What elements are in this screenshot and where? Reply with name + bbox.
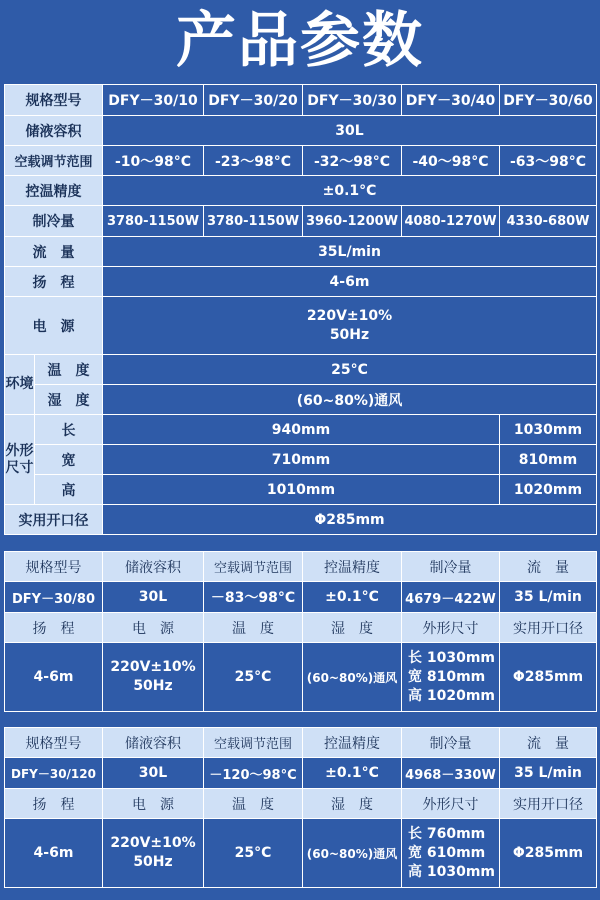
head-value: 4-6m	[5, 819, 103, 888]
dims-value	[402, 819, 500, 888]
cooling-cell: 3780-1150W	[204, 206, 303, 237]
humid-value: (60~80%)通风	[303, 643, 402, 712]
table-row	[5, 206, 597, 237]
spec-table-2	[4, 551, 597, 712]
temp-value: 25°C	[204, 643, 303, 712]
header-cell: 温 度	[204, 789, 303, 819]
temp-value: 25°C	[103, 355, 597, 385]
dim-height: 高 1030mm	[408, 863, 496, 880]
size-label-text: 外形尺寸	[5, 442, 34, 476]
value-cell: 4679－422W	[402, 582, 500, 613]
table-row	[5, 643, 597, 712]
table-row	[5, 176, 597, 206]
table-row	[5, 505, 597, 535]
head-value: 4-6m	[5, 643, 103, 712]
height-value: 1010mm	[103, 475, 500, 505]
opening-value: Φ285mm	[103, 505, 597, 535]
header-cell: 流 量	[500, 552, 597, 582]
header-cell: 电 源	[103, 789, 204, 819]
spec-table-3	[4, 727, 597, 888]
table-row	[5, 445, 597, 475]
table-row	[5, 237, 597, 267]
opening-value: Φ285mm	[500, 643, 597, 712]
humid-label: 湿 度	[35, 385, 103, 415]
table-row	[5, 475, 597, 505]
table-row	[5, 85, 597, 116]
header-cell: 制冷量	[402, 552, 500, 582]
dim-width: 宽 810mm	[408, 668, 486, 685]
value-cell: 35 L/min	[500, 582, 597, 613]
range-cell: -40～98°C	[402, 146, 500, 176]
power-line-1: 220V±10%	[306, 307, 393, 324]
cooling-label: 制冷量	[5, 206, 103, 237]
humid-value: (60~80%)通风	[103, 385, 597, 415]
table-row	[5, 385, 597, 415]
env-label	[5, 355, 35, 415]
range-cell: -10～98°C	[103, 146, 204, 176]
cooling-cell: 4330-680W	[500, 206, 597, 237]
power-line-2: 50Hz	[133, 854, 173, 870]
value-cell: ±0.1°C	[303, 582, 402, 613]
header-cell: 流 量	[500, 728, 597, 758]
cooling-cell: 3960-1200W	[303, 206, 402, 237]
header-cell: 控温精度	[303, 552, 402, 582]
accuracy-label: 控温精度	[5, 176, 103, 206]
table-row	[5, 758, 597, 789]
power-value	[103, 819, 204, 888]
header-cell: 扬 程	[5, 613, 103, 643]
range-label: 空载调节范围	[5, 146, 103, 176]
value-cell: －83～98°C	[204, 582, 303, 613]
header-cell: 空载调节范围	[204, 552, 303, 582]
dim-length: 长 760mm	[408, 825, 486, 842]
header-cell: 控温精度	[303, 728, 402, 758]
dim-width: 宽 610mm	[408, 844, 486, 861]
value-cell: ±0.1°C	[303, 758, 402, 789]
header-cell: 实用开口径	[500, 789, 597, 819]
width-label: 宽	[35, 445, 103, 475]
dim-length: 长 1030mm	[408, 649, 496, 666]
dim-height: 高 1020mm	[408, 687, 496, 704]
temp-value: 25°C	[204, 819, 303, 888]
header-cell: 储液容积	[103, 728, 204, 758]
opening-label: 实用开口径	[5, 505, 103, 535]
power-line-2: 50Hz	[133, 678, 173, 694]
model-label: 规格型号	[5, 85, 103, 116]
opening-value: Φ285mm	[500, 819, 597, 888]
temp-label: 温 度	[35, 355, 103, 385]
cooling-cell: 4080-1270W	[402, 206, 500, 237]
table-row	[5, 789, 597, 819]
model-cell: DFY－30/60	[500, 85, 597, 116]
header-cell: 湿 度	[303, 789, 402, 819]
value-cell: 35 L/min	[500, 758, 597, 789]
table-row	[5, 355, 597, 385]
table-row	[5, 552, 597, 582]
power-line-1: 220V±10%	[110, 659, 196, 675]
width-value-alt: 810mm	[500, 445, 597, 475]
power-label: 电 源	[5, 297, 103, 355]
header-cell: 外形尺寸	[402, 789, 500, 819]
table-row	[5, 728, 597, 758]
length-value-alt: 1030mm	[500, 415, 597, 445]
value-cell: 30L	[103, 582, 204, 613]
power-value	[103, 643, 204, 712]
model-cell: DFY－30/30	[303, 85, 402, 116]
header-cell: 外形尺寸	[402, 613, 500, 643]
height-value-alt: 1020mm	[500, 475, 597, 505]
header-cell: 扬 程	[5, 789, 103, 819]
header-cell: 规格型号	[5, 728, 103, 758]
table-row	[5, 267, 597, 297]
head-label: 扬 程	[5, 267, 103, 297]
cooling-cell: 3780-1150W	[103, 206, 204, 237]
dims-value	[402, 643, 500, 712]
table-row	[5, 582, 597, 613]
spec-table-1	[4, 84, 597, 535]
table-row	[5, 613, 597, 643]
table-row	[5, 116, 597, 146]
header-cell: 储液容积	[103, 552, 204, 582]
capacity-value: 30L	[103, 116, 597, 146]
table-row	[5, 297, 597, 355]
capacity-label: 储液容积	[5, 116, 103, 146]
header-cell: 空载调节范围	[204, 728, 303, 758]
table-row	[5, 819, 597, 888]
width-value: 710mm	[103, 445, 500, 475]
flow-value: 35L/min	[103, 237, 597, 267]
length-value: 940mm	[103, 415, 500, 445]
value-cell: DFY－30/120	[5, 758, 103, 789]
header-cell: 电 源	[103, 613, 204, 643]
range-cell: -23～98°C	[204, 146, 303, 176]
model-cell: DFY－30/40	[402, 85, 500, 116]
header-cell: 温 度	[204, 613, 303, 643]
table-row	[5, 415, 597, 445]
header-cell: 规格型号	[5, 552, 103, 582]
flow-label: 流 量	[5, 237, 103, 267]
range-cell: -32～98°C	[303, 146, 402, 176]
model-cell: DFY－30/20	[204, 85, 303, 116]
table-row	[5, 146, 597, 176]
env-label-text: 环境	[5, 376, 34, 392]
power-line-2: 50Hz	[329, 326, 370, 343]
size-label	[5, 415, 35, 505]
header-cell: 实用开口径	[500, 613, 597, 643]
length-label: 长	[35, 415, 103, 445]
height-label: 高	[35, 475, 103, 505]
value-cell: 4968－330W	[402, 758, 500, 789]
power-line-1: 220V±10%	[110, 835, 196, 851]
power-value	[103, 297, 597, 355]
header-cell: 制冷量	[402, 728, 500, 758]
accuracy-value: ±0.1°C	[103, 176, 597, 206]
range-cell: -63～98°C	[500, 146, 597, 176]
head-value: 4-6m	[103, 267, 597, 297]
value-cell: 30L	[103, 758, 204, 789]
humid-value: (60~80%)通风	[303, 819, 402, 888]
page-title: 产品参数	[176, 6, 424, 76]
value-cell: DFY－30/80	[5, 582, 103, 613]
header-cell: 湿 度	[303, 613, 402, 643]
value-cell: －120～98°C	[204, 758, 303, 789]
model-cell: DFY－30/10	[103, 85, 204, 116]
